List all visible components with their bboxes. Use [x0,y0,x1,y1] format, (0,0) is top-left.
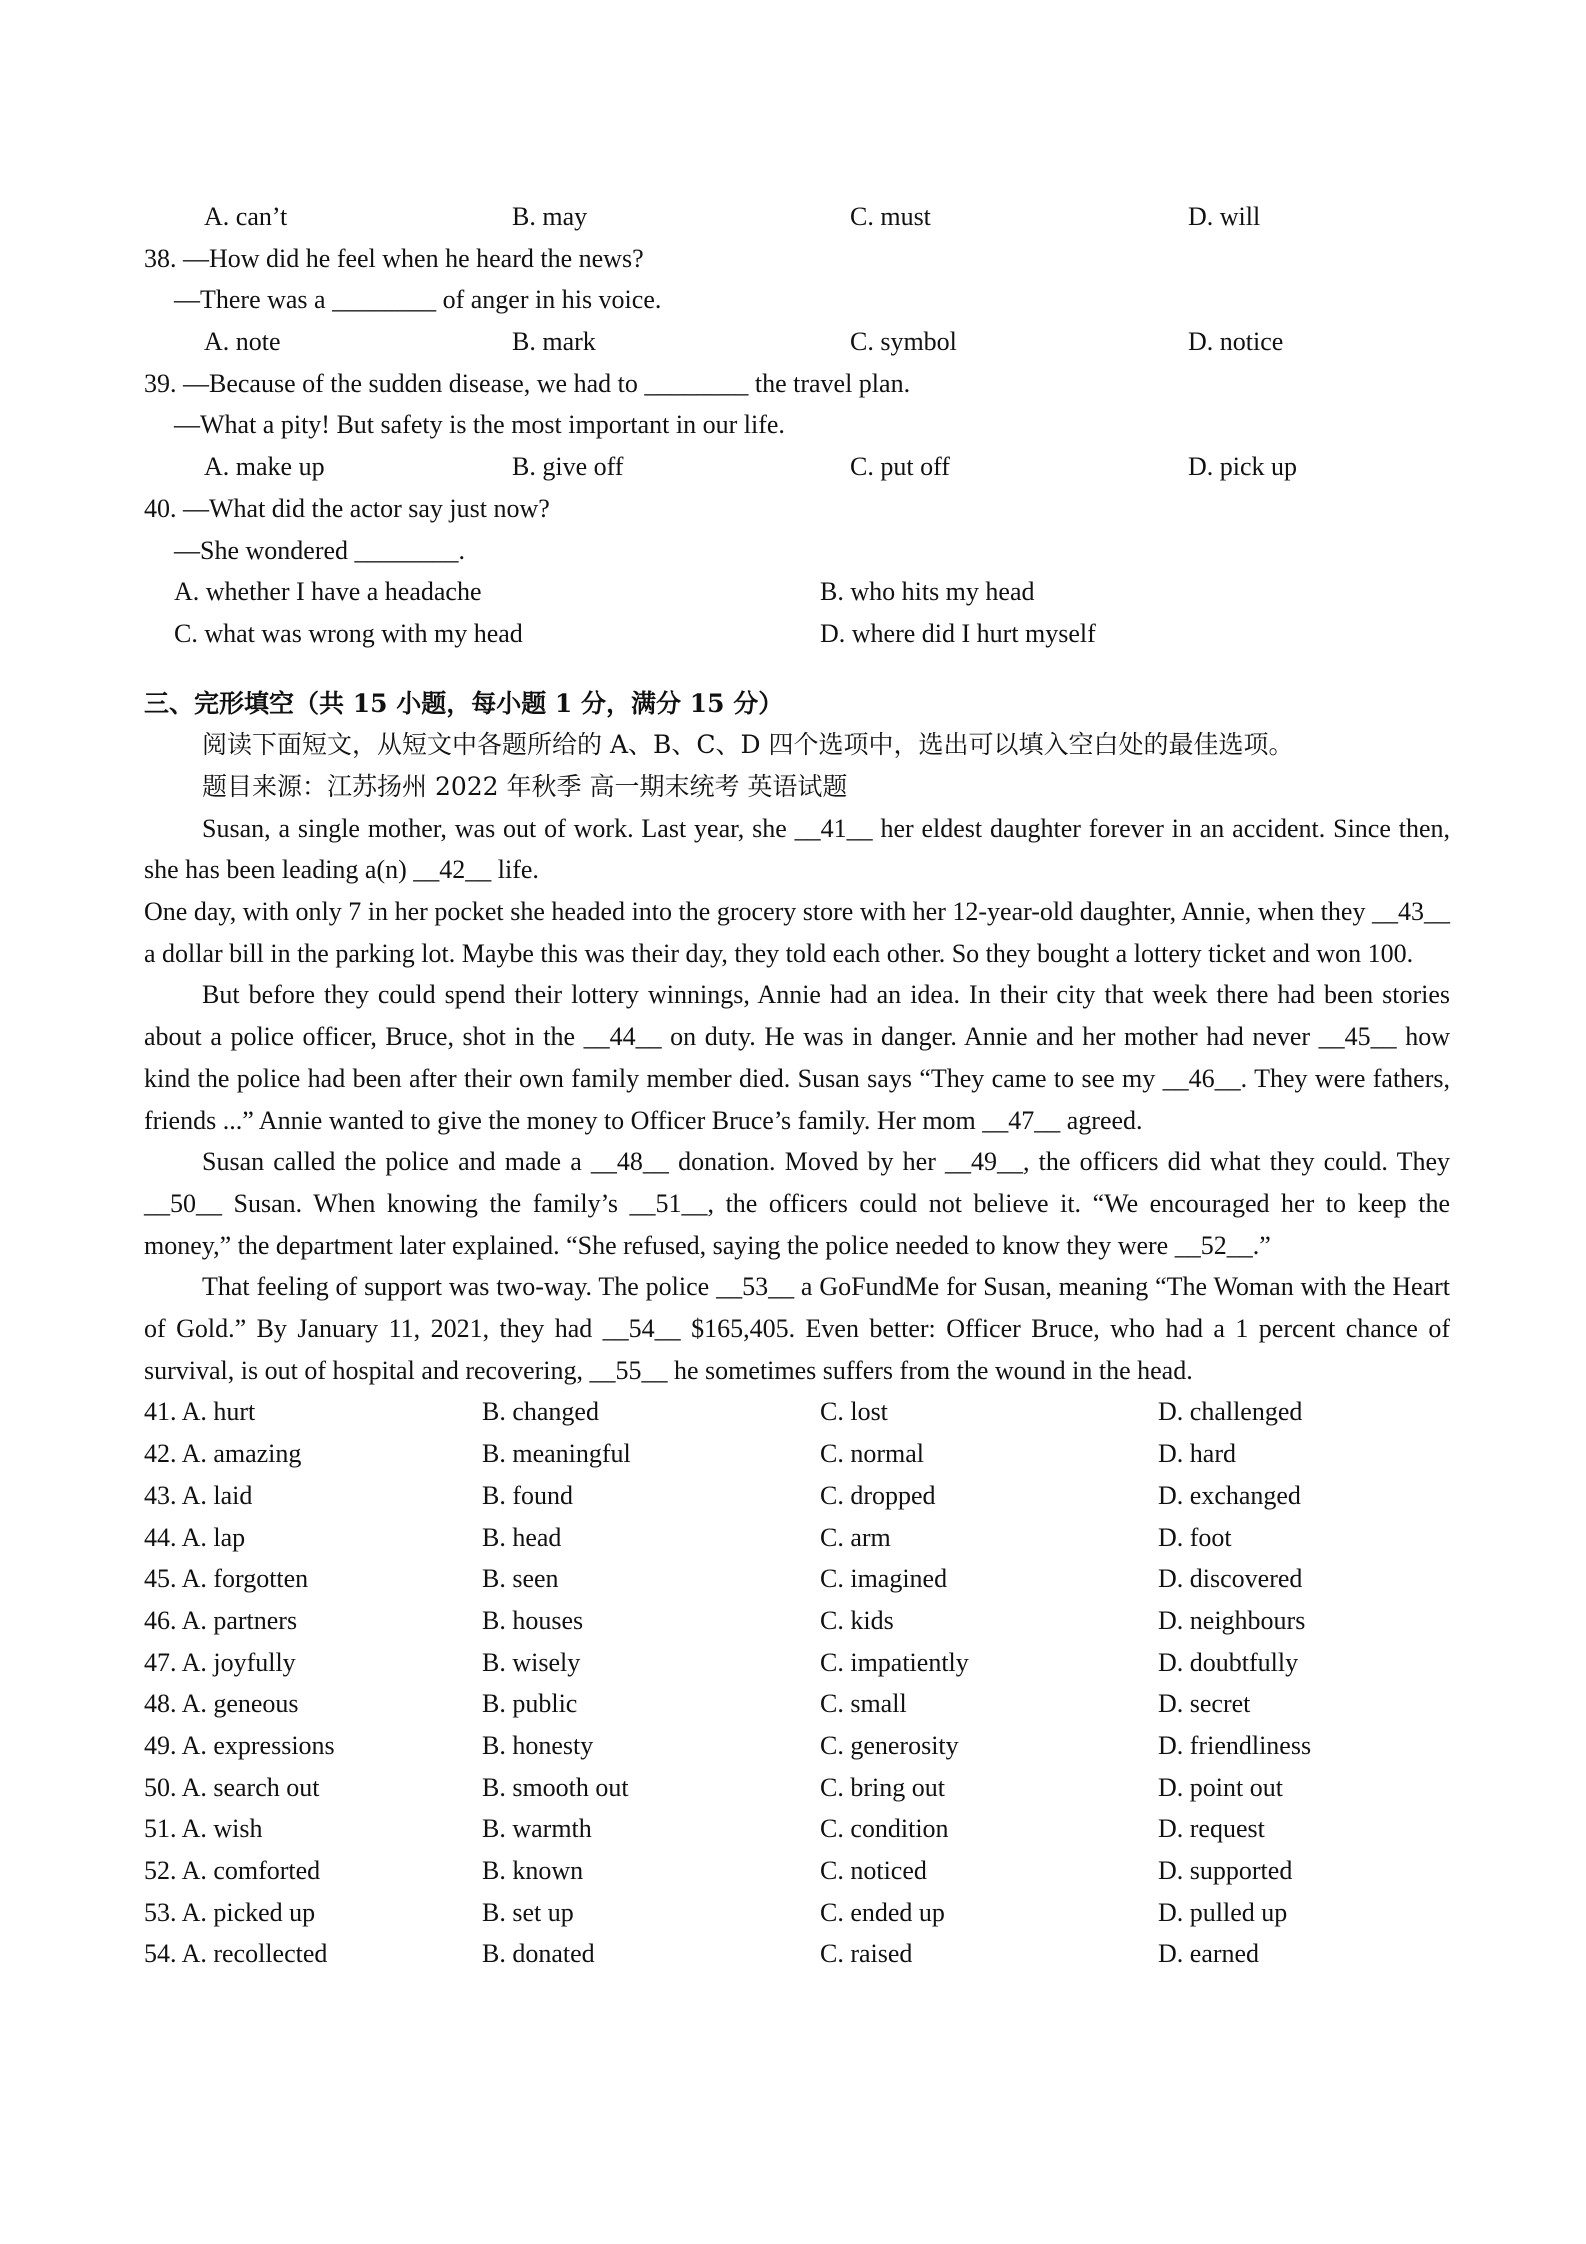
option-c: C. small [820,1689,907,1719]
option-d: D. neighbours [1158,1605,1306,1635]
cloze-option-row [144,1850,1450,1892]
option-a: 51. A. wish [144,1814,263,1844]
option-c: C. put off [850,452,950,482]
option-b: B. changed [482,1397,599,1427]
q38-answer-line: —There was a ________ of anger in his voice. [174,285,662,315]
q40-question: 40. —What did the actor say just now? [144,493,550,523]
option-b: B. may [512,202,588,231]
option-d: D. point out [1158,1772,1283,1802]
cloze-option-row [144,1558,1450,1600]
option-c: C. raised [820,1939,913,1969]
passage-paragraph: Susan, a single mother, was out of work. Last year, she __41__ her eldest daughter forever in an accident. Since then, she has been leading a(n) __42__ life. [144,813,1450,885]
option-a: 52. A. comforted [144,1856,321,1886]
passage-paragraph: But before they could spend their lottery winnings, Annie had an idea. In their city that week there had been stories about a police officer, Bruce, shot in the __44__ on duty. He was in danger. Annie and her mother had never __45__ how kind the police had been after their own family member died. Susan says “They came to see my __46__. They were fathers, friends ...” Annie wanted to give the money to Officer Bruce’s family. Her mom __47__ agreed. [144,980,1450,1135]
option-a: 43. A. laid [144,1480,253,1510]
option-a: 54. A. recollected [144,1939,328,1969]
q40-options-row2 [174,613,1450,655]
option-c: C. lost [820,1397,888,1427]
option-c: C. must [850,202,931,231]
option-c: C. ended up [820,1897,945,1927]
cloze-option-row [144,1433,1450,1475]
option-c: C. condition [820,1814,949,1844]
q40-answer-line: —She wondered ________. [174,535,466,565]
q38-question: 38. —How did he feel when he heard the news? [144,243,644,273]
option-b: B. public [482,1689,578,1719]
option-c: C. impatiently [820,1647,969,1677]
option-d: D. where did I hurt myself [820,618,1096,648]
option-c: C. dropped [820,1480,936,1510]
option-d: D. foot [1158,1522,1232,1552]
option-d: D. friendliness [1158,1730,1312,1760]
option-b: B. found [482,1480,573,1510]
cloze-option-row [144,1683,1450,1725]
option-a: A. can’t [204,202,288,231]
option-c: C. symbol [850,327,957,357]
option-b: B. who hits my head [820,577,1035,607]
cloze-option-row [144,1808,1450,1850]
passage-paragraph: That feeling of support was two-way. The police __53__ a GoFundMe for Susan, meaning “The Woman with the Heart of Gold.” By January 11, 2021, they had __54__ $165,405. Even better: Officer Bruce, who had a 1 percent chance of survival, is out of hospital and recovering, __55__ he sometimes suffers from the wound in the head. [144,1272,1450,1385]
option-a: 45. A. forgotten [144,1564,309,1594]
option-b: B. meaningful [482,1439,631,1469]
option-c: C. what was wrong with my head [174,618,523,648]
cloze-options [144,1391,1450,1975]
q39-question: 39. —Because of the sudden disease, we had to ________ the travel plan. [144,368,911,398]
option-d: D. hard [1158,1439,1236,1469]
option-b: B. donated [482,1939,595,1969]
cloze-passage [144,808,1450,1392]
option-a: 46. A. partners [144,1605,298,1635]
option-b: B. give off [512,452,624,482]
option-a: 50. A. search out [144,1772,320,1802]
option-b: B. mark [512,327,596,357]
option-b: B. honesty [482,1730,594,1760]
option-c: C. imagined [820,1564,948,1594]
option-c: C. normal [820,1439,924,1469]
section-instruction: 阅读下面短文，从短文中各题所给的 A、B、C、D 四个选项中，选出可以填入空白处的最佳选项。 [202,730,1294,760]
passage-paragraph: Susan called the police and made a __48__ donation. Moved by her __49__, the officers did what they could. They __50__ Susan. When knowing the family’s __51__, the officers could not believe it. “We encouraged her to keep the money,” the department later explained. “She refused, saying the police needed to know they were __52__.” [144,1147,1450,1260]
option-c: C. generosity [820,1730,959,1760]
option-c: C. kids [820,1605,894,1635]
option-d: D. supported [1158,1856,1293,1886]
q39-options [174,446,1450,488]
q38-options [174,321,1450,363]
option-b: B. set up [482,1897,574,1927]
cloze-option-row [144,1725,1450,1767]
option-a: 42. A. amazing [144,1439,302,1469]
option-a: 53. A. picked up [144,1897,316,1927]
option-d: D. notice [1188,327,1284,357]
question-source: 题目来源：江苏扬州 2022 年秋季 高一期末统考 英语试题 [202,771,848,801]
option-b: B. known [482,1856,584,1886]
option-d: D. exchanged [1158,1480,1301,1510]
option-a: A. whether I have a headache [174,577,482,607]
option-d: D. secret [1158,1689,1251,1719]
option-c: C. bring out [820,1772,945,1802]
option-c: C. noticed [820,1856,927,1886]
passage-paragraph: One day, with only 7 in her pocket she headed into the grocery store with her 12-year-old daughter, Annie, when they __43__ a dollar bill in the parking lot. Maybe this was their day, they told each other. So they bought a lottery ticket and won 100. [144,897,1450,968]
option-d: D. doubtfully [1158,1647,1299,1677]
option-a: 47. A. joyfully [144,1647,296,1677]
cloze-option-row [144,1391,1450,1433]
option-b: B. head [482,1522,562,1552]
option-b: B. warmth [482,1814,592,1844]
option-a: A. make up [204,452,325,482]
q40-options-row1 [174,571,1450,613]
option-d: D. discovered [1158,1564,1303,1594]
cloze-option-row [144,1767,1450,1809]
option-a: 48. A. geneous [144,1689,299,1719]
option-a: 41. A. hurt [144,1397,256,1427]
cloze-option-row [144,1933,1450,1975]
option-b: B. smooth out [482,1772,629,1802]
cloze-option-row [144,1642,1450,1684]
option-a: 44. A. lap [144,1522,246,1552]
option-c: C. arm [820,1522,891,1552]
option-a: A. note [204,327,281,357]
option-d: D. pulled up [1158,1897,1288,1927]
option-d: D. pick up [1188,452,1298,482]
q39-answer-line: —What a pity! But safety is the most important in our life. [174,410,785,440]
exam-content [144,196,1450,1975]
option-d: D. will [1188,202,1261,231]
section-heading: 三、完形填空（共 15 小题，每小题 1 分，满分 15 分） [144,688,784,718]
option-b: B. seen [482,1564,559,1594]
cloze-option-row [144,1475,1450,1517]
section-gap [144,655,1450,683]
option-b: B. houses [482,1605,584,1635]
cloze-option-row [144,1600,1450,1642]
option-b: B. wisely [482,1647,581,1677]
option-d: D. challenged [1158,1397,1303,1427]
cloze-option-row [144,1517,1450,1559]
option-d: D. request [1158,1814,1265,1844]
q37-options [174,196,1450,238]
option-a: 49. A. expressions [144,1730,335,1760]
cloze-option-row [144,1892,1450,1934]
option-d: D. earned [1158,1939,1260,1969]
